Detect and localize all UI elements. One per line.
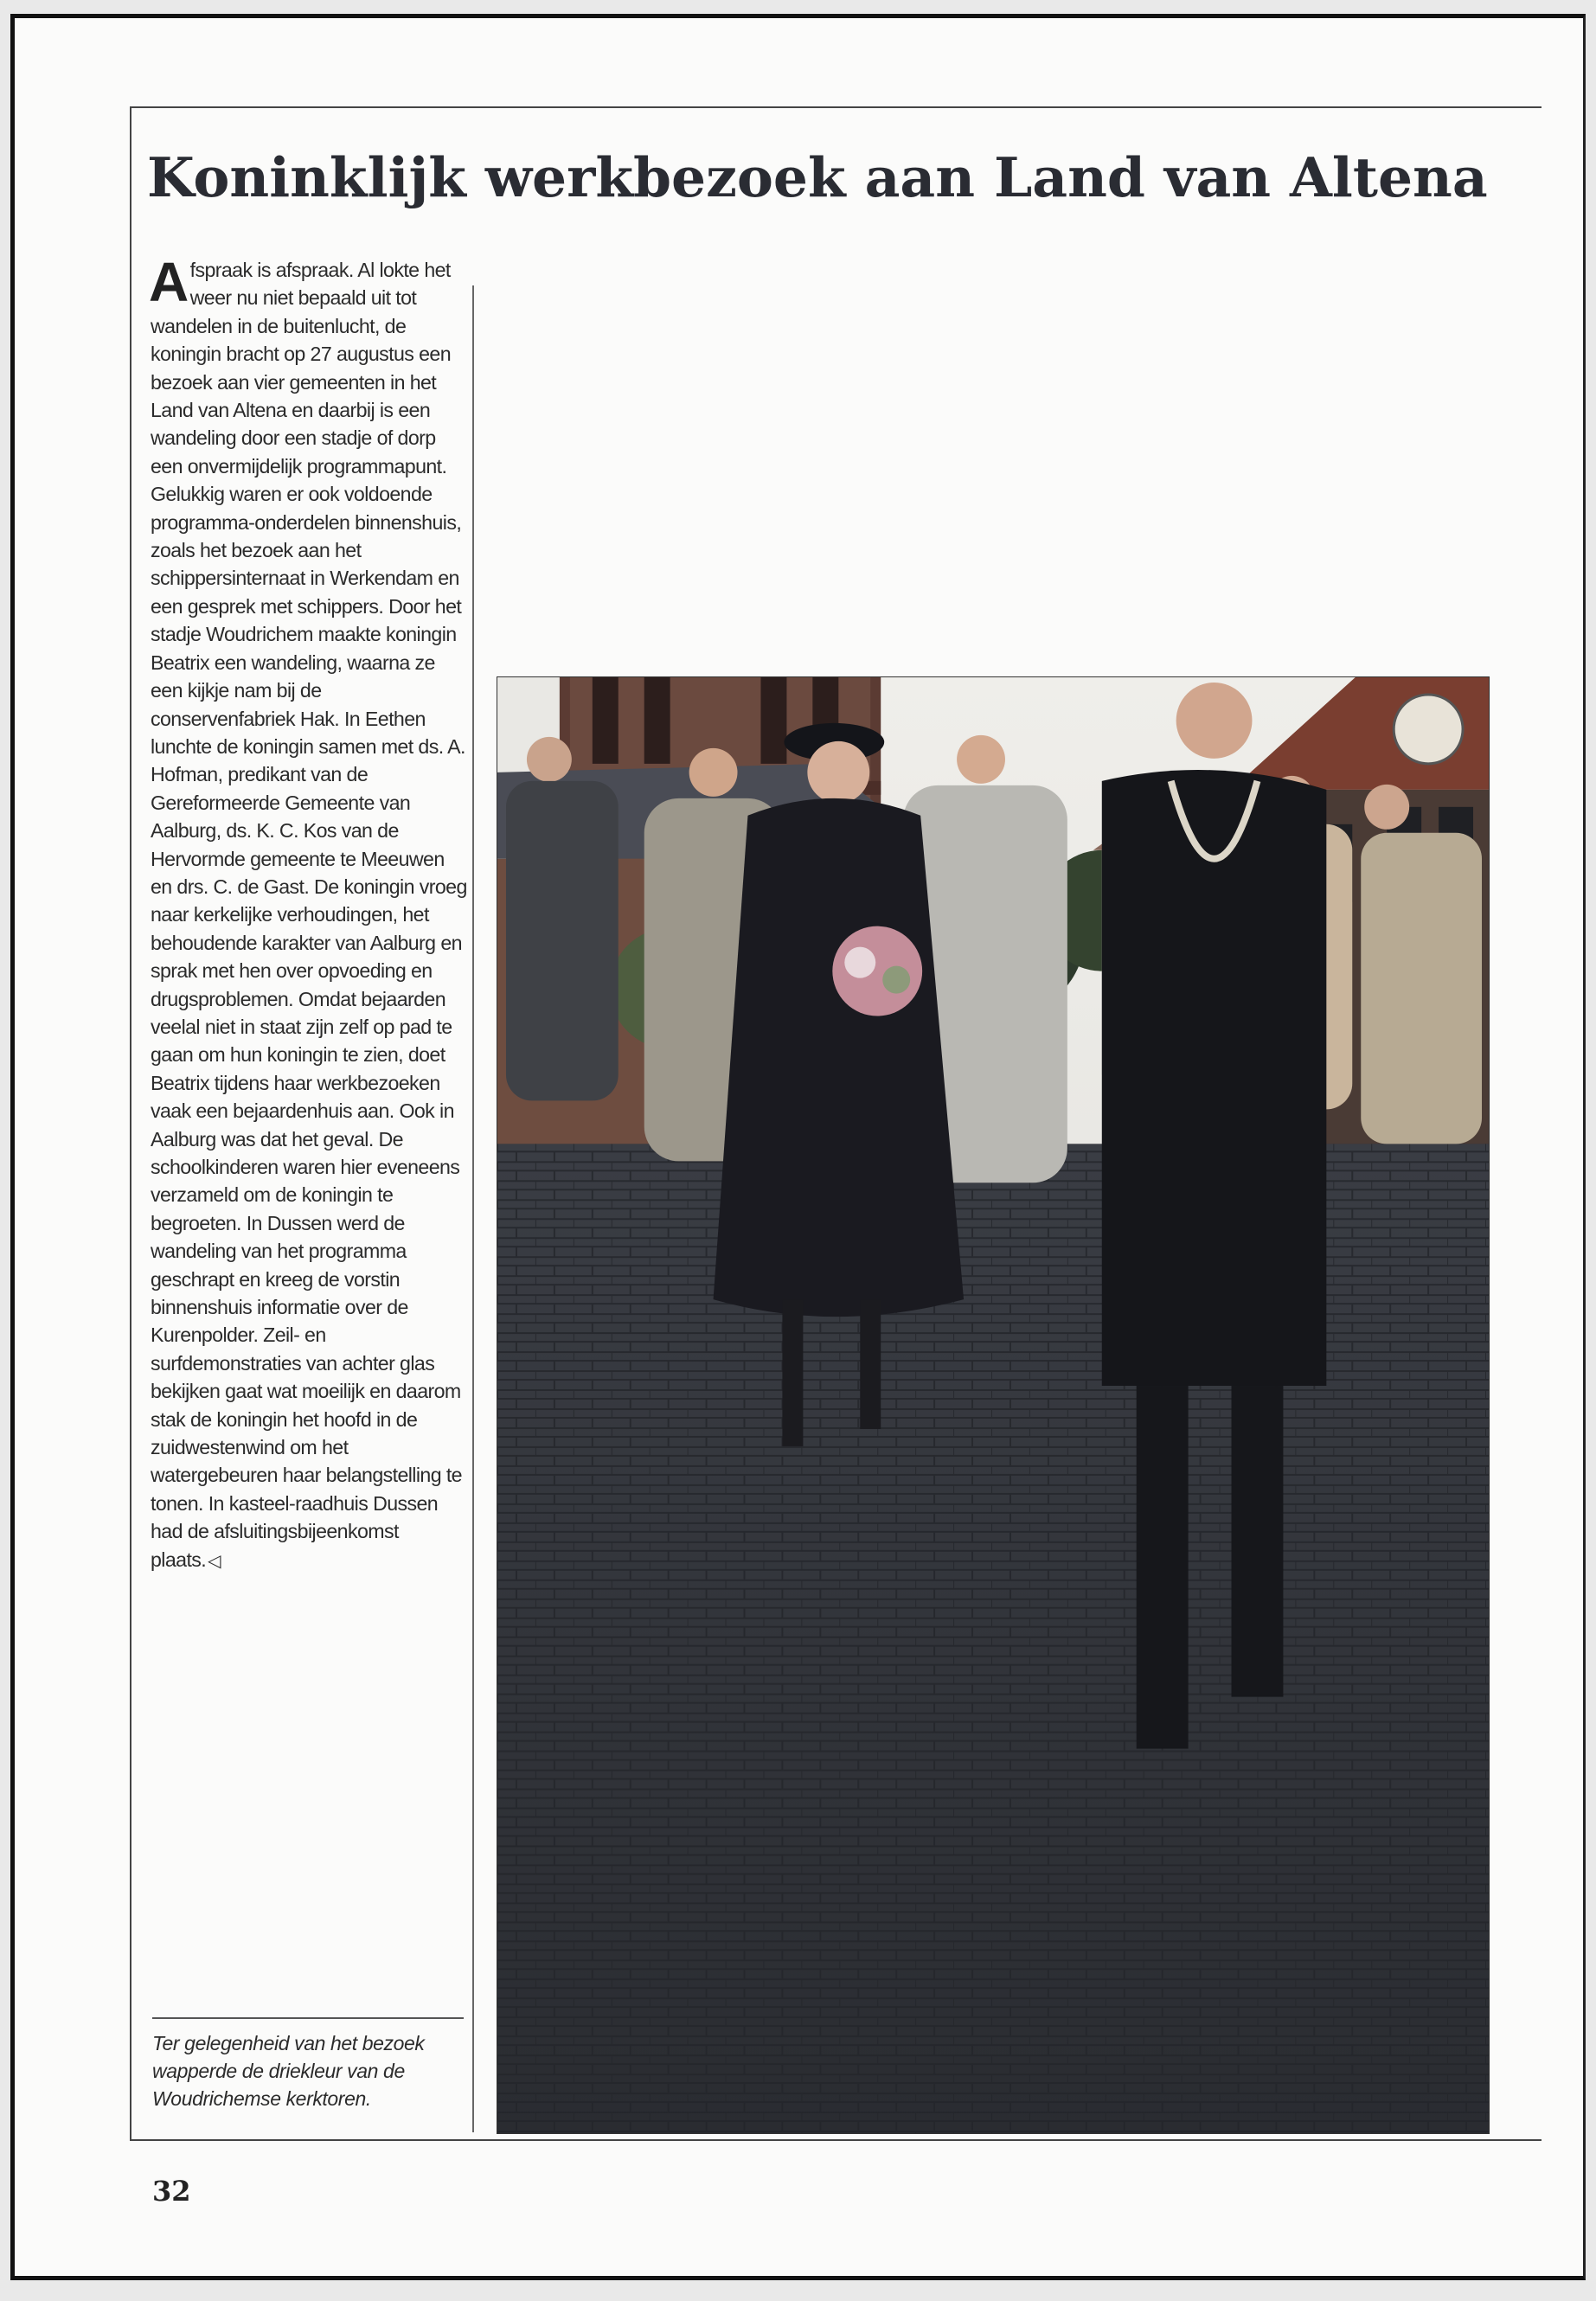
drop-cap: A [149,251,189,313]
end-mark-icon: ◁ [208,1551,221,1571]
column-divider [472,285,474,2132]
article-body [149,251,471,1575]
caption-divider [152,2017,464,2019]
photo-caption: Ter gelegenheid van het bezoek wapperde de driekleur van de Woudrichemse kerktoren. [152,2032,425,2110]
article-body-text: fspraak is afspraak. Al lokte het weer nu niet bepaald uit tot wandelen in de buitenlucht, de koningin bracht op 27 augustus een bezoek aan vier gemeenten in het Land van Altena en daarbij is een wandeling door een stadje of dorp een onvermijdelijk programmapunt. Gelukkig waren er ook voldoende programma-onderdelen binnenshuis, zoals het bezoek aan het schippersinternaat in Werkendam en een gesprek met schippers. Door het stadje Woudrichem maakte koningin Beatrix een wandeling, waarna ze een kijkje nam bij de conservenfabriek Hak. In Eethen lunchte de koningin samen met ds. A. Hofman, predikant van de Gereformeerde Gemeente van Aalburg, ds. K. C. Kos van de Hervormde gemeente te Meeuwen en drs. C. de Gast. De koningin vroeg naar kerkelijke verhoudingen, het behoudende karakter van Aalburg en sprak met hen over opvoeding en drugsproblemen. Omdat bejaarden veelal niet in staat zijn zelf op pad te gaan om hun koningin te zien, doet Beatrix tijdens haar werkbezoeken vaak een bejaardenhuis aan. Ook in Aalburg was dat het geval. De schoolkinderen waren hier eveneens verzameld om de koningin te begroeten. In Dussen werd de wandeling van het programma geschrapt en kreeg de vorstin binnenshuis informatie over de Kurenpolder. Zeil- en surfdemonstraties van achter glas bekijken gaat wat moeilijk en daarom stak de koningin het hoofd in de zuidwestenwind om het watergebeuren haar belangstelling te tonen. In kasteel-raadhuis Dussen had de afsluitingsbijeenkomst plaats. [151,259,467,1571]
photo-illustration [497,677,1489,2133]
page-number: 32 [152,2175,191,2208]
article-title: Koninklijk werkbezoek aan Land van Altena [147,145,1488,209]
church-procession-photo [497,676,1490,2134]
